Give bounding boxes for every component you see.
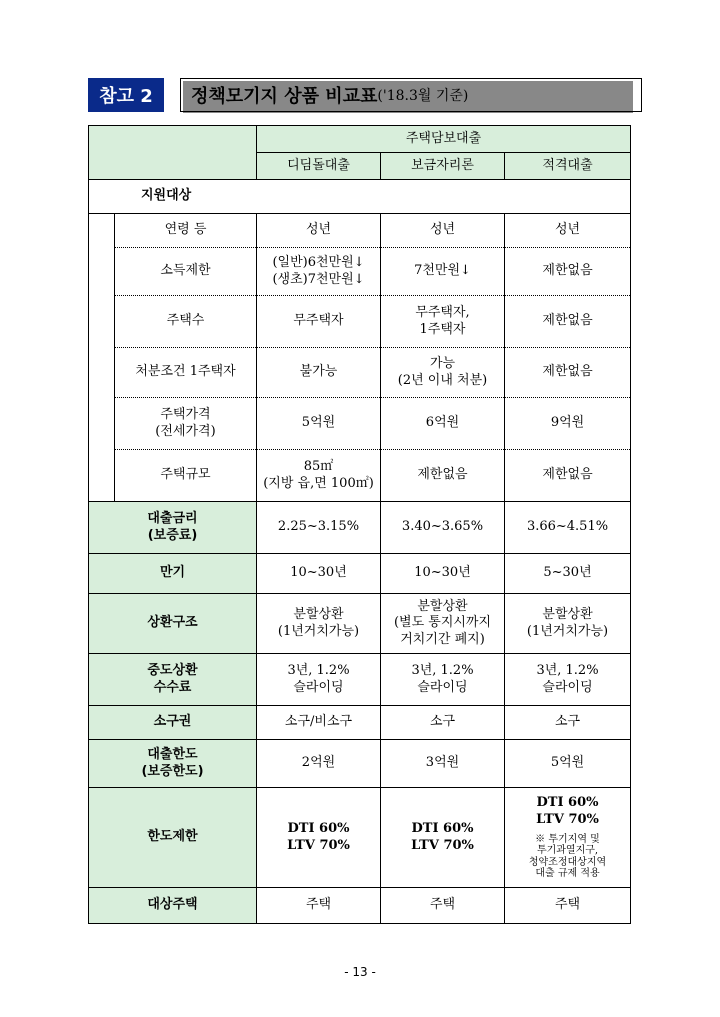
support-value: 무주택자 <box>257 296 381 348</box>
title-basis: ('18.3월 기준) <box>377 88 469 104</box>
limit-value: DTI 60% LTV 70% <box>536 795 599 827</box>
support-value: 성년 <box>381 214 505 248</box>
row-value: 분할상환 (1년거치가능) <box>257 594 381 654</box>
support-label: 처분조건 1주택자 <box>115 348 257 398</box>
main-row <box>89 706 631 740</box>
support-label: 소득제한 <box>115 248 257 296</box>
row-label: 중도상환 수수료 <box>89 654 257 706</box>
support-value: 제한없음 <box>505 348 631 398</box>
row-value: 3억원 <box>381 740 505 788</box>
support-value: (일반)6천만원↓ (생초)7천만원↓ <box>257 248 381 296</box>
support-row <box>89 248 631 296</box>
row-value: 3년, 1.2% 슬라이딩 <box>381 654 505 706</box>
row-value: 3년, 1.2% 슬라이딩 <box>505 654 631 706</box>
title-text: 정책모기지 상품 비교표 <box>191 86 378 107</box>
row-label: 대출한도 (보증한도) <box>89 740 257 788</box>
support-value: 85㎡ (지방 읍,면 100㎡) <box>257 450 381 502</box>
support-value: 가능 (2년 이내 처분) <box>381 348 505 398</box>
support-label: 주택수 <box>115 296 257 348</box>
reference-badge: 참고 2 <box>88 78 164 112</box>
row-value: DTI 60% LTV 70% <box>381 788 505 888</box>
row-value: 10~30년 <box>257 554 381 594</box>
support-value: 불가능 <box>257 348 381 398</box>
support-value: 성년 <box>257 214 381 248</box>
support-row <box>89 450 631 502</box>
page-title <box>180 78 642 112</box>
row-label: 소구권 <box>89 706 257 740</box>
row-value: 주택 <box>257 888 381 924</box>
row-value: 분할상환 (별도 통지시까지 거치기간 폐지) <box>381 594 505 654</box>
main-row <box>89 594 631 654</box>
row-label: 대출금리 (보증료) <box>89 502 257 554</box>
row-value: 10~30년 <box>381 554 505 594</box>
main-row <box>89 502 631 554</box>
support-row <box>89 296 631 348</box>
support-value: 성년 <box>505 214 631 248</box>
row-value: 3.66~4.51% <box>505 502 631 554</box>
regulation-note: ※ 투기지역 및 투기과열지구, 청약조정대상지역 대출 규제 적용 <box>528 833 607 880</box>
support-label: 주택규모 <box>115 450 257 502</box>
row-label: 대상주택 <box>89 888 257 924</box>
row-value: 주택 <box>505 888 631 924</box>
limit-value-with-note <box>505 788 631 888</box>
target-row <box>89 888 631 924</box>
corner-cell <box>89 126 257 180</box>
product-header: 디딤돌대출 <box>257 153 381 180</box>
main-row <box>89 654 631 706</box>
support-row <box>89 214 631 248</box>
row-value: 소구/비소구 <box>257 706 381 740</box>
support-value: 9억원 <box>505 398 631 450</box>
support-value: 무주택자, 1주택자 <box>381 296 505 348</box>
row-label: 상환구조 <box>89 594 257 654</box>
product-header: 보금자리론 <box>381 153 505 180</box>
row-label: 한도제한 <box>89 788 257 888</box>
support-value: 6억원 <box>381 398 505 450</box>
row-value: 주택 <box>381 888 505 924</box>
row-value: 3.40~3.65% <box>381 502 505 554</box>
limit-row <box>89 788 631 888</box>
main-row <box>89 554 631 594</box>
row-value: 2억원 <box>257 740 381 788</box>
support-value: 제한없음 <box>505 450 631 502</box>
row-value: 소구 <box>381 706 505 740</box>
support-value: 제한없음 <box>505 248 631 296</box>
row-value: 2.25~3.15% <box>257 502 381 554</box>
row-value: 5~30년 <box>505 554 631 594</box>
row-value: 5억원 <box>505 740 631 788</box>
support-row <box>89 398 631 450</box>
row-value: 분할상환 (1년거치가능) <box>505 594 631 654</box>
row-value: 3년, 1.2% 슬라이딩 <box>257 654 381 706</box>
group-header: 주택담보대출 <box>257 126 631 153</box>
product-header: 적격대출 <box>505 153 631 180</box>
support-label: 연령 등 <box>115 214 257 248</box>
page-number: - 13 - <box>344 965 376 979</box>
main-row <box>89 740 631 788</box>
support-label: 주택가격 (전세가격) <box>115 398 257 450</box>
indent-spacer <box>89 214 115 502</box>
support-value: 제한없음 <box>381 450 505 502</box>
support-value: 5억원 <box>257 398 381 450</box>
comparison-table <box>88 125 631 924</box>
support-value: 제한없음 <box>505 296 631 348</box>
support-section-title: 지원대상 <box>89 180 631 214</box>
row-value: 소구 <box>505 706 631 740</box>
support-value: 7천만원↓ <box>381 248 505 296</box>
row-value: DTI 60% LTV 70% <box>257 788 381 888</box>
support-row <box>89 348 631 398</box>
row-label: 만기 <box>89 554 257 594</box>
